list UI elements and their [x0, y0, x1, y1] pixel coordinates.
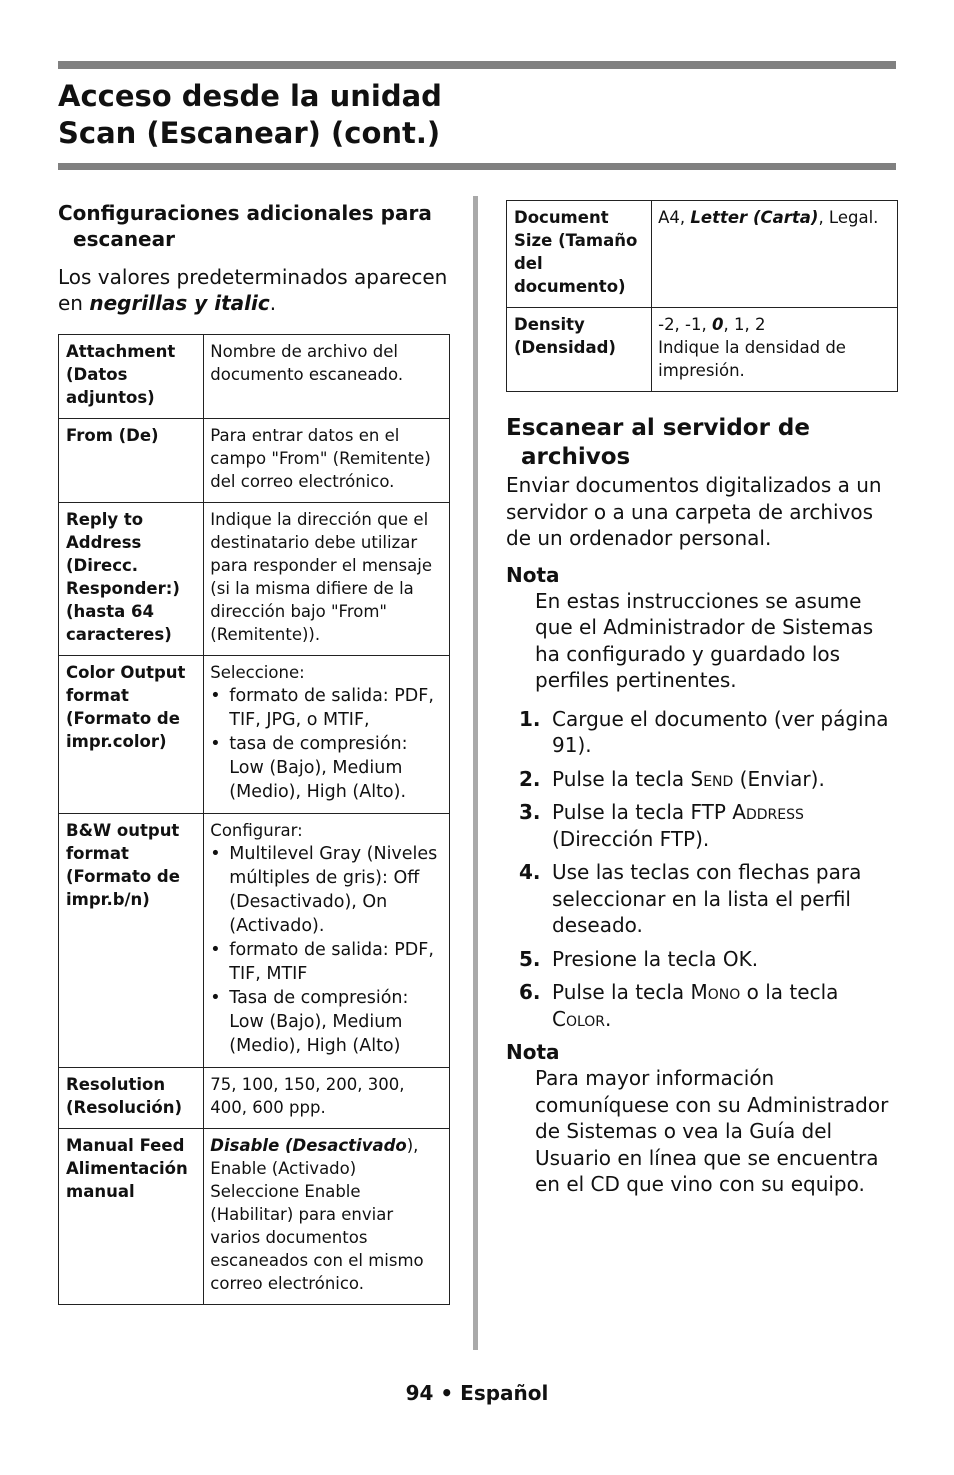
- note-text: En estas instrucciones se asume que el Administrador de Sistemas ha configurado y guardado los perfiles pertinentes.: [535, 588, 874, 692]
- table-row: [59, 335, 450, 419]
- bullet-item: • Multilevel Gray (Niveles múltiples de gris): Off (Desactivado), On (Activado).: [210, 842, 445, 938]
- settings-heading: Configuraciones adicionales para escanear: [58, 201, 432, 251]
- setting-value-intro: Configurar:: [210, 821, 303, 840]
- value-pre: -2, -1,: [658, 315, 707, 334]
- step-text: Presione la tecla OK.: [552, 946, 759, 971]
- value-rest: Enable (Activado) Seleccione Enable (Habilitar) para enviar varios documentos escaneados con el mismo correo electrónico.: [210, 1159, 424, 1293]
- setting-value: 75, 100, 150, 200, 300, 400, 600 ppp.: [204, 1068, 450, 1129]
- step-text: (Enviar).: [739, 766, 825, 791]
- step-text: Cargue el documento (ver página 91).: [552, 706, 889, 757]
- setting-value: [204, 656, 450, 814]
- step-text: (Dirección FTP).: [552, 826, 710, 851]
- setting-value-intro: Seleccione:: [210, 663, 305, 682]
- note-text: Para mayor información comuníquese con su Administrador de Sistemas o vea la Guía del Usuario en línea que se encuentra en el CD que vino con su equipo.: [535, 1066, 889, 1196]
- list-item: [506, 766, 898, 793]
- setting-value: Nombre de archivo del documento escaneado.: [204, 335, 450, 419]
- step-number: 5.: [519, 946, 541, 971]
- step-text: o la tecla: [746, 980, 839, 1004]
- setting-value: [204, 814, 450, 1068]
- setting-name: Document Size (Tamaño del documento): [507, 201, 652, 308]
- settings-intro: [58, 264, 450, 316]
- bullet-item: • formato de salida: PDF, TIF, JPG, o MTIF,: [210, 684, 445, 732]
- setting-name: Attachment (Datos adjuntos): [59, 335, 204, 419]
- column-divider: [473, 196, 478, 1350]
- setting-name: Resolution (Resolución): [59, 1068, 204, 1129]
- step-number: 3.: [519, 800, 541, 824]
- key-name: Send: [690, 766, 734, 791]
- step-text: Use las teclas con flechas para seleccionar en la lista el perfil deseado.: [552, 860, 862, 937]
- value-after: ),: [406, 1136, 419, 1155]
- intro-emphasis: negrillas y italic: [89, 291, 270, 315]
- key-name: Mono: [690, 980, 741, 1004]
- list-item: [506, 979, 898, 1032]
- table-row: [59, 656, 450, 814]
- key-name: Color: [552, 1006, 606, 1031]
- default-value: Letter (Carta): [690, 208, 819, 227]
- header-bottom-rule: [58, 163, 896, 170]
- value-pre: A4,: [658, 208, 686, 227]
- setting-name: Density (Densidad): [507, 308, 652, 392]
- bullet-item: • Tasa de compresión: Low (Bajo), Medium (Medio), High (Alto): [210, 986, 445, 1058]
- table-row: [59, 419, 450, 503]
- header-top-rule: [58, 61, 896, 69]
- table-row: [59, 814, 450, 1068]
- section-text: Enviar documentos digitalizados a un servidor o a una carpeta de archivos de un ordenador personal.: [506, 473, 882, 550]
- list-item: [506, 706, 898, 759]
- table-row: [59, 1129, 450, 1305]
- settings-table: [58, 334, 450, 1305]
- list-item: [506, 946, 898, 973]
- step-number: 1.: [519, 706, 541, 731]
- value-post: , Legal.: [818, 208, 879, 227]
- setting-name: Reply to Address (Direcc. Responder:) (hasta 64 caracteres): [59, 503, 204, 656]
- setting-name: Manual Feed Alimentación manual: [59, 1129, 204, 1305]
- step-text: Pulse la tecla FTP: [552, 800, 726, 824]
- left-column: [58, 200, 450, 1305]
- table-row: [59, 1068, 450, 1129]
- page-title: [58, 78, 896, 152]
- note-label: Nota: [506, 562, 560, 587]
- setting-value: [652, 308, 898, 392]
- step-text: Pulse la tecla: [552, 980, 685, 1004]
- step-number: 2.: [519, 766, 541, 791]
- section-heading: Escanear al servidor de archivos: [506, 415, 810, 470]
- value-post: , 1, 2: [723, 315, 766, 334]
- step-text: .: [605, 1006, 612, 1031]
- intro-suffix: .: [269, 291, 277, 315]
- setting-name: From (De): [59, 419, 204, 503]
- step-number: 4.: [519, 860, 541, 884]
- key-name: Address: [732, 800, 804, 824]
- table-row: [507, 201, 898, 308]
- setting-value: Indique la dirección que el destinatario debe utilizar para responder el mensaje (si la misma difiere de la dirección bajo "From" (Remitente)).: [204, 503, 450, 656]
- right-column: [506, 200, 898, 1198]
- table-row: [59, 503, 450, 656]
- value-line2: Indique la densidad de impresión.: [658, 338, 846, 380]
- list-item: [506, 799, 898, 852]
- note-label: Nota: [506, 1040, 560, 1064]
- page-title-line1: Acceso desde la unidad: [58, 79, 442, 113]
- setting-value: Para entrar datos en el campo "From" (Remitente) del correo electrónico.: [204, 419, 450, 503]
- default-value: Disable (Desactivado: [210, 1136, 407, 1155]
- default-value: 0: [712, 315, 724, 334]
- bullet-list: [210, 842, 445, 1058]
- setting-name: B&W output format (Formato de impr.b/n): [59, 814, 204, 1068]
- intro-prefix: Los valores predeterminados aparecen en: [58, 265, 448, 315]
- list-item: [506, 859, 898, 939]
- setting-value: [652, 201, 898, 308]
- settings-table-continued: [506, 200, 898, 392]
- setting-name: Color Output format (Formato de impr.color): [59, 656, 204, 814]
- step-number: 6.: [519, 980, 541, 1004]
- steps-list: [506, 706, 898, 1033]
- setting-value: [204, 1129, 450, 1305]
- page-title-line2: Scan (Escanear) (cont.): [58, 116, 441, 150]
- table-row: [507, 308, 898, 392]
- page-footer: 94 • Español: [405, 1381, 549, 1405]
- bullet-list: [210, 684, 445, 804]
- step-text: Pulse la tecla: [552, 766, 685, 791]
- bullet-item: • formato de salida: PDF, TIF, MTIF: [210, 938, 445, 986]
- bullet-item: • tasa de compresión: Low (Bajo), Medium (Medio), High (Alto).: [210, 732, 445, 804]
